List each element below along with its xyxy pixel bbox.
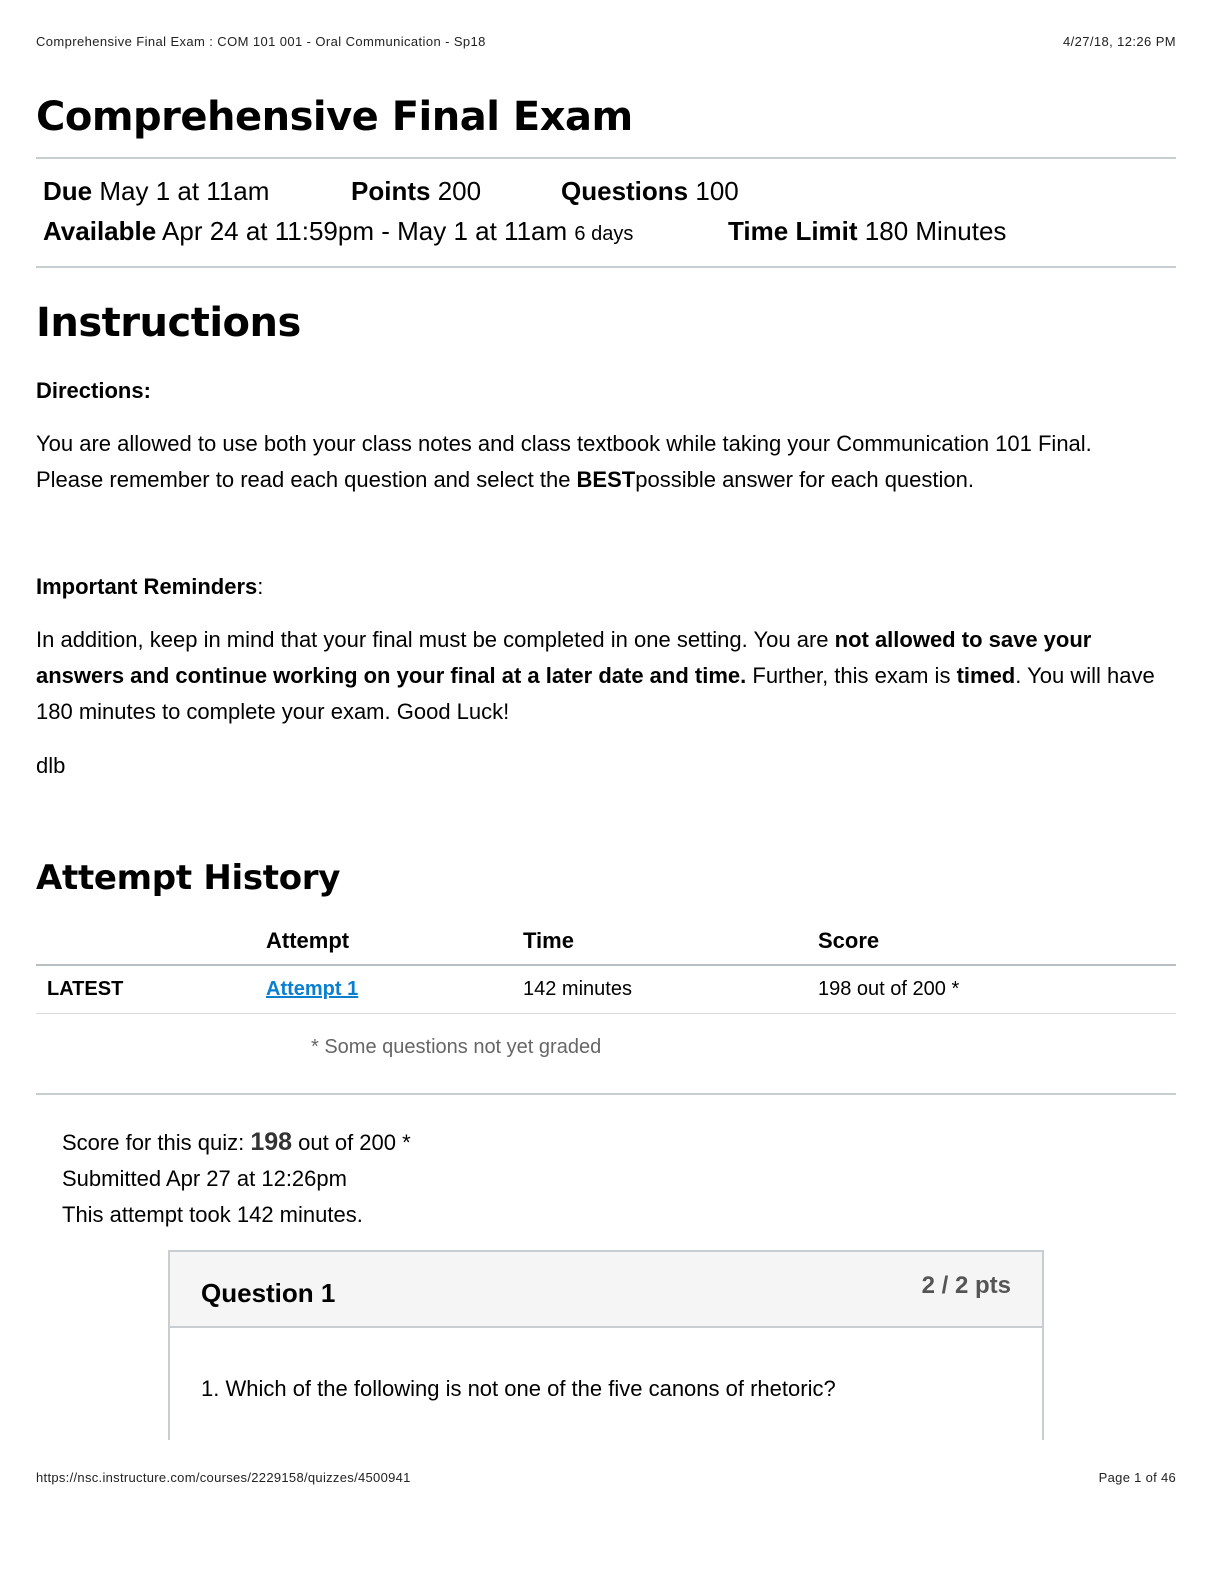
question-text: 1. Which of the following is not one of the five canons of rhetoric?	[201, 1376, 836, 1401]
attempt-score: 198 out of 200 *	[818, 978, 960, 1000]
attempt-time: 142 minutes	[523, 978, 632, 1000]
question-title: Question 1	[201, 1278, 336, 1308]
points-value: 200	[437, 176, 482, 206]
table-header-divider	[36, 964, 1176, 966]
column-header-time: Time	[523, 928, 574, 953]
directions-line-1: You are allowed to use both your class notes and class textbook while taking your Communication 101 Final.	[36, 431, 1092, 456]
questions-value: 100	[695, 176, 739, 206]
reminders-heading: Important Reminders:	[36, 574, 264, 599]
directions-heading: Directions:	[36, 378, 151, 403]
points-label: Points	[351, 176, 431, 206]
directions-text	[36, 426, 1186, 498]
instructions-heading: Instructions	[36, 300, 301, 346]
due-value: May 1 at 11am	[99, 176, 270, 206]
quiz-points	[351, 176, 481, 207]
print-header-timestamp: 4/27/18, 12:26 PM	[1062, 34, 1176, 49]
question-points: 2 / 2 pts	[921, 1272, 1011, 1299]
question-header	[170, 1252, 1042, 1328]
score-summary	[62, 1124, 411, 1233]
directions-line-2: Please remember to read each question and select the BESTpossible answer for each question.	[36, 467, 974, 492]
attempt-history-heading: Attempt History	[36, 858, 341, 898]
column-header-score: Score	[818, 928, 880, 953]
attempt-duration: This attempt took 142 minutes.	[62, 1202, 363, 1227]
print-footer	[36, 1470, 1176, 1488]
attempt-1-link[interactable]: Attempt 1	[266, 978, 359, 1000]
history-divider	[36, 1093, 1176, 1095]
latest-badge: LATEST	[47, 978, 124, 1000]
print-header	[36, 34, 1176, 52]
quiz-available	[43, 216, 633, 247]
timed-emphasis: timed	[956, 663, 1016, 688]
not-allowed-emphasis: not allowed to save your answers and continue working on your final at a later date and time.	[36, 627, 1092, 688]
question-card	[168, 1250, 1044, 1450]
reminders-text: In addition, keep in mind that your final must be completed in one setting. You are not allowed to save your answers and continue working on your final at a later date and time. Further, this exam is timed. You will have 180 minutes to complete your exam. Good Luck!	[36, 627, 1155, 724]
quiz-time-limit	[728, 216, 1006, 247]
column-header-attempt: Attempt	[266, 928, 350, 953]
meta-divider	[36, 266, 1176, 268]
quiz-score: Score for this quiz: 198 out of 200 *	[62, 1128, 411, 1156]
instructor-signature: dlb	[36, 753, 66, 778]
quiz-questions	[561, 176, 739, 207]
not-graded-note: * Some questions not yet graded	[311, 1036, 602, 1058]
title-divider	[36, 157, 1176, 159]
score-value: 198	[250, 1128, 293, 1156]
page-number: Page 1 of 46	[1098, 1470, 1176, 1485]
best-emphasis: BEST	[576, 467, 636, 492]
available-label: Available	[43, 216, 157, 246]
time-limit-value: 180 Minutes	[864, 216, 1007, 246]
time-limit-label: Time Limit	[728, 216, 858, 246]
submitted-date: Submitted Apr 27 at 12:26pm	[62, 1166, 347, 1191]
page-url: https://nsc.instructure.com/courses/2229158/quizzes/4500941	[36, 1470, 411, 1485]
available-duration: 6 days	[574, 223, 634, 245]
print-header-title: Comprehensive Final Exam : COM 101 001 - Oral Communication - Sp18	[36, 34, 486, 49]
table-row-divider	[36, 1013, 1176, 1014]
table-row	[266, 978, 358, 1001]
questions-label: Questions	[561, 176, 689, 206]
quiz-due	[43, 176, 269, 207]
available-value: Apr 24 at 11:59pm - May 1 at 11am	[162, 216, 568, 246]
quiz-title: Comprehensive Final Exam	[36, 94, 633, 140]
due-label: Due	[43, 176, 93, 206]
page-break	[0, 1440, 1224, 1470]
